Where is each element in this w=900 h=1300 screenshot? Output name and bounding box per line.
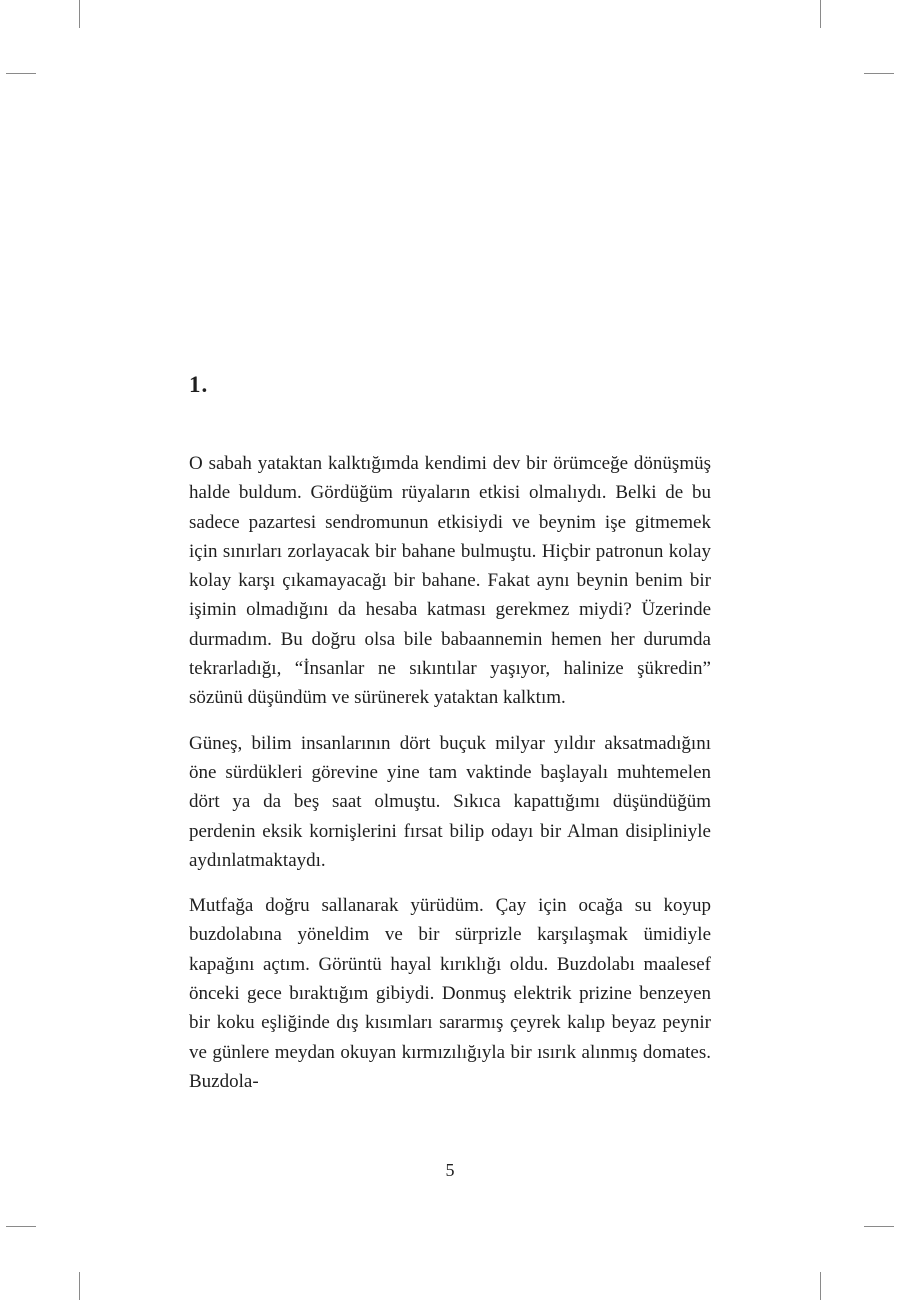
crop-mark-top-left-vertical <box>79 0 80 28</box>
crop-mark-bottom-left-vertical <box>79 1272 80 1300</box>
paragraph-3: Mutfağa doğru sallanarak yürüdüm. Çay için ocağa su koyup buzdolabına yöneldim ve bir sürprizle karşılaşmak ümidiyle kapağını açtım. Görüntü hayal kırıklığı oldu. Buzdolabı maalesef önceki gece bıraktığım gibiydi. Donmuş elektrik prizine benzeyen bir koku eşliğinde dış kısımları sararmış çeyrek kalıp beyaz peynir ve günlere meydan okuyan kırmızılığıyla bir ısırık alınmış domates. Buzdola- <box>189 895 711 1092</box>
crop-mark-top-right-horizontal <box>864 73 894 74</box>
chapter-number: 1. <box>189 372 209 397</box>
page-number: 5 <box>445 1160 455 1180</box>
crop-mark-top-left-horizontal <box>6 73 36 74</box>
crop-mark-bottom-right-vertical <box>820 1272 821 1300</box>
paragraph-2: Güneş, bilim insanlarının dört buçuk milyar yıldır aksatmadığını öne sürdükleri görevine yine tam vaktinde başlayalı muhtemelen dört ya da beş saat olmuştu. Sıkıca kapattığımı düşündüğüm perdenin eksik kornişlerini fırsat bilip odayı bir Alman disipliniyle aydınlatmaktaydı. <box>189 732 711 871</box>
body-text <box>189 449 711 1112</box>
crop-mark-bottom-right-horizontal <box>864 1226 894 1227</box>
crop-mark-bottom-left-horizontal <box>6 1226 36 1227</box>
paragraph-1: O sabah yataktan kalktığımda kendimi dev bir örümceğe dönüşmüş halde buldum. Gördüğüm rüyaların etkisi olmalıydı. Belki de bu sadece pazartesi sendromunun etkisiydi ve beynim işe gitmemek için sınırları zorlayacak bir bahane bulmuştu. Hiçbir patronun kolay kolay karşı çıkamayacağı bir bahane. Fakat aynı beynin benim bir işimin olmadığını da hesaba katması gerekmez miydi? Üzerinde durmadım. Bu doğru olsa bile babaannemin hemen her durumda tekrarladığı, “İnsanlar ne sıkıntılar yaşıyor, halinize şükredin” sözünü düşündüm ve sürünerek yataktan kalktım. <box>189 453 711 709</box>
crop-mark-top-right-vertical <box>820 0 821 28</box>
